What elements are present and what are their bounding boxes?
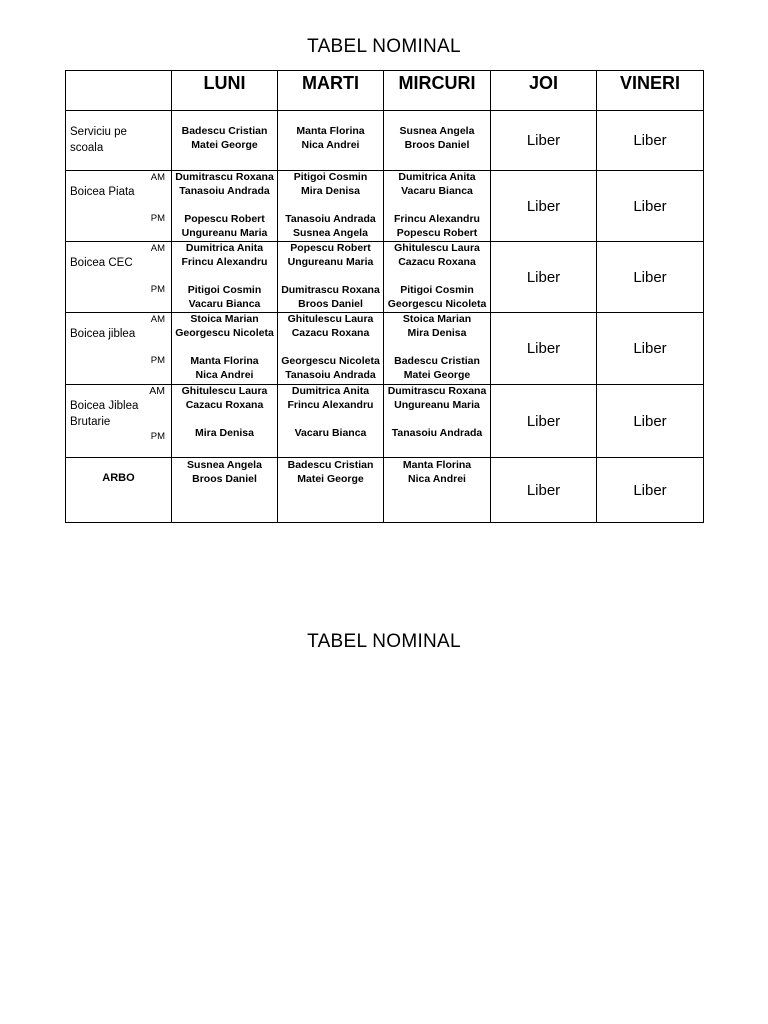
person-name: Ghitulescu Laura [181, 385, 268, 397]
table-row [66, 313, 704, 385]
row-label-cell [66, 171, 172, 242]
person-name: Ghitulescu Laura [287, 313, 374, 325]
liber-text: Liber [633, 132, 667, 149]
liber-text: Liber [526, 197, 561, 215]
single-block [278, 124, 383, 152]
row-label-cell [66, 313, 172, 385]
person-name: Tanasoiu Andrada [285, 213, 376, 225]
table-row [66, 385, 704, 458]
luni-cell [172, 385, 278, 458]
person-name: Dumitrica Anita [291, 385, 370, 397]
second-page-title: TABEL NOMINAL [307, 631, 461, 652]
person-name: Mira Denisa [407, 327, 467, 339]
person-name: Mira Denisa [195, 427, 254, 439]
person-name: Vacaru Bianca [294, 427, 367, 439]
person-name: Tanasoiu Andrada [285, 369, 376, 381]
am-block [172, 312, 277, 340]
liber-text: Liber [526, 481, 561, 499]
header-row [66, 71, 704, 111]
person-name: Matei George [297, 473, 364, 485]
pm-block [172, 283, 277, 311]
person-name: Tanasoiu Andrada [179, 185, 270, 197]
mircuri-cell [384, 385, 491, 458]
person-name: Matei George [403, 369, 471, 381]
person-name: Susnea Angela [293, 227, 368, 239]
liber-text: Liber [633, 412, 667, 430]
pm-block [278, 283, 383, 311]
header-mircuri: MIRCURI [384, 71, 491, 111]
person-name: Tanasoiu Andrada [391, 427, 483, 439]
person-name: Badescu Cristian [394, 355, 480, 367]
luni-cell [172, 458, 278, 523]
single-block [172, 458, 277, 486]
joi-cell [491, 458, 597, 523]
luni-cell [172, 171, 278, 242]
single-block [384, 458, 490, 486]
header-marti: MARTI [278, 71, 384, 111]
joi-cell [491, 242, 597, 313]
person-name: Dumitrascu Roxana [281, 284, 380, 296]
person-name: Manta Florina [296, 125, 365, 137]
person-name: Pitigoi Cosmin [400, 284, 474, 296]
vineri-cell [597, 458, 704, 523]
person-name: Frincu Alexandru [181, 256, 268, 268]
row-label-cell [66, 458, 172, 523]
person-name: Dumitrica Anita [185, 242, 264, 254]
marti-cell [278, 313, 384, 385]
liber-text: Liber [526, 340, 561, 357]
person-name: Badescu Cristian [181, 125, 268, 137]
vineri-cell [597, 111, 704, 171]
am-block [278, 170, 383, 198]
pm-block [384, 354, 490, 382]
table-row [66, 171, 704, 242]
table-row [66, 458, 704, 523]
am-block [384, 312, 490, 340]
row-label: Boicea CEC [70, 257, 133, 269]
pm-marker: PM [150, 213, 165, 224]
joi-cell [491, 313, 597, 385]
row-label-cell [66, 111, 172, 171]
am-block [384, 241, 490, 269]
person-name: Popescu Robert [184, 213, 265, 225]
am-marker: AM [149, 385, 165, 397]
liber-text: Liber [633, 197, 667, 215]
person-name: Matei George [191, 139, 258, 151]
vineri-cell [597, 242, 704, 313]
person-name: Broos Daniel [298, 298, 363, 310]
mircuri-cell [384, 111, 491, 171]
mircuri-cell [384, 313, 491, 385]
person-name: Popescu Robert [290, 242, 371, 254]
header-joi: JOI [491, 71, 597, 111]
am-marker: AM [150, 243, 165, 254]
row-label: Boicea Jiblea Brutarie [70, 400, 139, 428]
person-name: Badescu Cristian [287, 459, 374, 471]
luni-cell [172, 242, 278, 313]
person-name: Pitigoi Cosmin [293, 171, 368, 183]
person-name: Ungureanu Maria [394, 399, 480, 411]
person-name: Dumitrascu Roxana [175, 171, 274, 183]
person-name: Manta Florina [402, 459, 472, 471]
person-name: Nica Andrei [301, 139, 360, 151]
person-name: Susnea Angela [399, 125, 475, 137]
luni-cell [172, 313, 278, 385]
row-label: Boicea Piata [70, 186, 135, 198]
header-luni: LUNI [172, 71, 278, 111]
single-block [384, 124, 490, 152]
am-block [278, 384, 383, 412]
liber-text: Liber [526, 268, 561, 286]
liber-text: Liber [526, 412, 561, 430]
am-block [172, 170, 277, 198]
person-name: Georgescu Nicoleta [387, 298, 487, 310]
person-name: Broos Daniel [404, 139, 470, 151]
person-name: Stoica Marian [190, 313, 259, 325]
person-name: Dumitrica Anita [398, 171, 476, 183]
am-marker: AM [150, 172, 165, 183]
pm-block [278, 354, 383, 382]
row-label: Boicea jiblea [70, 328, 136, 340]
header-vineri: VINERI [597, 71, 704, 111]
person-name: Frincu Alexandru [287, 399, 374, 411]
schedule-table [65, 70, 704, 523]
pm-block [384, 283, 490, 311]
person-name: Pitigoi Cosmin [187, 284, 262, 296]
table-row [66, 242, 704, 313]
mircuri-cell [384, 458, 491, 523]
person-name: Ungureanu Maria [287, 256, 374, 268]
row-label-cell [66, 242, 172, 313]
pm-block [278, 212, 383, 240]
vineri-cell [597, 313, 704, 385]
person-name: Dumitrascu Roxana [387, 385, 487, 397]
marti-cell [278, 385, 384, 458]
person-name: Frincu Alexandru [394, 213, 480, 225]
am-block [172, 384, 277, 412]
table-row [66, 111, 704, 171]
joi-cell [491, 171, 597, 242]
joi-cell [491, 111, 597, 171]
person-name: Susnea Angela [187, 459, 262, 471]
liber-text: Liber [526, 132, 561, 149]
am-block [278, 241, 383, 269]
header-corner-cell [66, 71, 172, 111]
joi-cell [491, 385, 597, 458]
liber-text: Liber [633, 340, 667, 357]
am-block [278, 312, 383, 340]
person-name: Vacaru Bianca [188, 298, 261, 310]
row-label: Serviciu pe scoala [70, 126, 127, 154]
person-name: Nica Andrei [195, 369, 254, 381]
pm-marker: PM [150, 284, 165, 295]
liber-text: Liber [633, 268, 667, 286]
marti-cell [278, 458, 384, 523]
liber-text: Liber [633, 481, 667, 499]
page-title: TABEL NOMINAL [307, 36, 461, 57]
marti-cell [278, 171, 384, 242]
person-name: Vacaru Bianca [401, 185, 473, 197]
marti-cell [278, 111, 384, 171]
person-name: Cazacu Roxana [291, 327, 370, 339]
person-name: Nica Andrei [408, 473, 466, 485]
person-name: Popescu Robert [396, 227, 478, 239]
person-name: Georgescu Nicoleta [281, 355, 380, 367]
pm-marker: PM [150, 431, 165, 442]
vineri-cell [597, 171, 704, 242]
person-name: Broos Daniel [192, 473, 257, 485]
person-name: Stoica Marian [402, 313, 472, 325]
marti-cell [278, 242, 384, 313]
person-name: Cazacu Roxana [398, 256, 476, 268]
pm-block [172, 212, 277, 240]
luni-cell [172, 111, 278, 171]
vineri-cell [597, 385, 704, 458]
person-name: Ungureanu Maria [181, 227, 268, 239]
pm-block [384, 212, 490, 240]
row-label: ARBO [102, 472, 135, 484]
pm-block [278, 426, 383, 440]
pm-block [172, 426, 277, 440]
pm-marker: PM [150, 355, 165, 366]
person-name: Mira Denisa [301, 185, 360, 197]
person-name: Georgescu Nicoleta [175, 327, 274, 339]
person-name: Ghitulescu Laura [394, 242, 480, 254]
mircuri-cell [384, 171, 491, 242]
mircuri-cell [384, 242, 491, 313]
person-name: Cazacu Roxana [185, 399, 264, 411]
am-marker: AM [150, 314, 165, 325]
single-block [172, 124, 277, 152]
pm-block [172, 354, 277, 382]
am-block [384, 384, 490, 412]
am-block [172, 241, 277, 269]
pm-block [384, 426, 490, 440]
am-block [384, 170, 490, 198]
single-block [278, 458, 383, 486]
person-name: Manta Florina [190, 355, 259, 367]
row-label-cell [66, 385, 172, 458]
